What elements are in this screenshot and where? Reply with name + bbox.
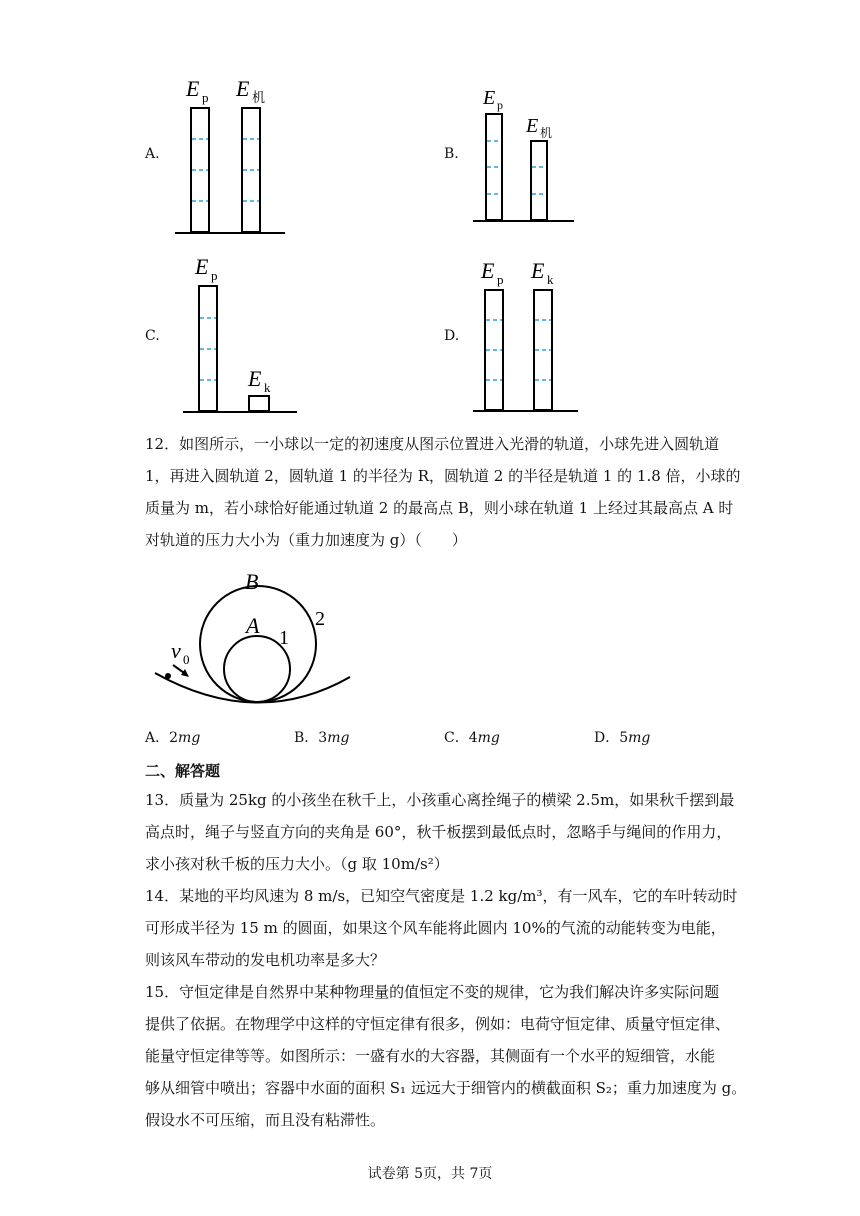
text-line: 12．如图所示，一小球以一定的初速度从图示位置进入光滑的轨道，小球先进入圆轨道	[145, 435, 720, 453]
ejī-label: E	[526, 115, 539, 137]
text-line: 能量守恒定律等等。如图所示：一盛有水的大容器，其侧面有一个水平的短细管，水能	[145, 1047, 716, 1065]
choice-unit: mg	[477, 730, 500, 746]
choice-num: 3	[318, 730, 328, 746]
choice-num: 2	[169, 730, 179, 746]
page-footer: 试卷第 5页，共 7页	[367, 1166, 493, 1182]
ep-label: E	[483, 87, 496, 109]
text-line: 13．质量为 25kg 的小孩坐在秋千上，小孩重心离拴绳子的横梁 2.5m，如果秋千摆到最	[145, 791, 735, 809]
option-a-bar-chart	[170, 70, 290, 240]
option-b-bar-chart	[470, 80, 590, 230]
ejī-sub: 机	[252, 90, 266, 105]
ek-label: E	[531, 258, 545, 283]
choice-num: 4	[468, 730, 478, 746]
text-line: 求小孩对秋千板的压力大小。（g 取 10m/s²）	[145, 855, 449, 873]
choice-a	[145, 727, 200, 747]
point-b-label: B	[245, 569, 259, 594]
velocity-sub: 0	[183, 652, 190, 667]
text-line: 够从细管中喷出；容器中水面的面积 S₁ 远远大于细管内的横截面积 S₂；重力加速度为 g。	[145, 1079, 747, 1097]
option-d-label: D.	[444, 328, 460, 344]
choice-b	[294, 727, 349, 747]
track-2-label: 2	[315, 608, 325, 630]
option-c-label: C.	[145, 328, 160, 344]
ek-label: E	[248, 366, 262, 391]
option-c-bar-chart	[175, 248, 305, 418]
choice-unit: mg	[327, 730, 350, 746]
text-line: 可形成半径为 15 m 的圆面，如果这个风车能将此圆内 10%的气流的动能转变为电能，	[145, 919, 726, 937]
option-a-label: A.	[145, 146, 160, 162]
choice-unit: mg	[628, 730, 651, 746]
choice-letter: B．	[294, 730, 319, 746]
choice-letter: D．	[594, 730, 620, 746]
option-b-label: B.	[444, 146, 459, 162]
section-heading: 二、解答题	[145, 762, 221, 780]
question-14-text	[145, 880, 738, 976]
choice-unit: mg	[178, 730, 201, 746]
text-line: 对轨道的压力大小为（重力加速度为 g）（ ）	[145, 531, 467, 549]
ep-label: E	[186, 76, 200, 101]
velocity-label: v	[171, 638, 181, 663]
ep-label: E	[481, 258, 495, 283]
option-d-bar-chart	[470, 252, 590, 417]
ep-sub: p	[211, 268, 218, 283]
ep-label: E	[195, 254, 209, 279]
text-line: 假设水不可压缩，而且没有粘滞性。	[145, 1111, 386, 1129]
choice-d	[594, 727, 650, 747]
ejī-label: E	[236, 76, 250, 101]
ejī-sub: 机	[540, 126, 553, 140]
ek-sub: k	[547, 272, 554, 287]
text-line: 提供了依据。在物理学中这样的守恒定律有很多，例如：电荷守恒定律、质量守恒定律、	[145, 1015, 731, 1033]
text-line: 高点时，绳子与竖直方向的夹角是 60°，秋千板摆到最低点时，忽略手与绳间的作用力，	[145, 823, 732, 841]
text-line: 14．某地的平均风速为 8 m/s，已知空气密度是 1.2 kg/m³，有一风车，它的车叶转动时	[145, 887, 738, 905]
question-13-text	[145, 784, 735, 880]
ek-sub: k	[264, 380, 271, 395]
ep-sub: p	[497, 98, 503, 112]
point-a-label: A	[246, 613, 260, 638]
text-line: 质量为 m，若小球恰好能通过轨道 2 的最高点 B，则小球在轨道 1 上经过其最高点 A 时	[145, 499, 734, 517]
loop-track-figure	[145, 565, 365, 715]
ep-sub: p	[497, 272, 504, 287]
question-15-text	[145, 976, 747, 1136]
choice-c	[444, 727, 500, 747]
track-1-label: 1	[279, 627, 289, 649]
question-12-text	[145, 428, 741, 556]
text-line: 则该风车带动的发电机功率是多大？	[145, 951, 386, 969]
choice-letter: A．	[145, 730, 170, 746]
text-line: 15．守恒定律是自然界中某种物理量的值恒定不变的规律，它为我们解决许多实际问题	[145, 983, 720, 1001]
text-line: 1，再进入圆轨道 2，圆轨道 1 的半径为 R，圆轨道 2 的半径是轨道 1 的 1.8 倍，小球的	[145, 467, 741, 485]
ep-sub: p	[202, 90, 209, 105]
choice-num: 5	[619, 730, 629, 746]
choice-letter: C．	[444, 730, 469, 746]
